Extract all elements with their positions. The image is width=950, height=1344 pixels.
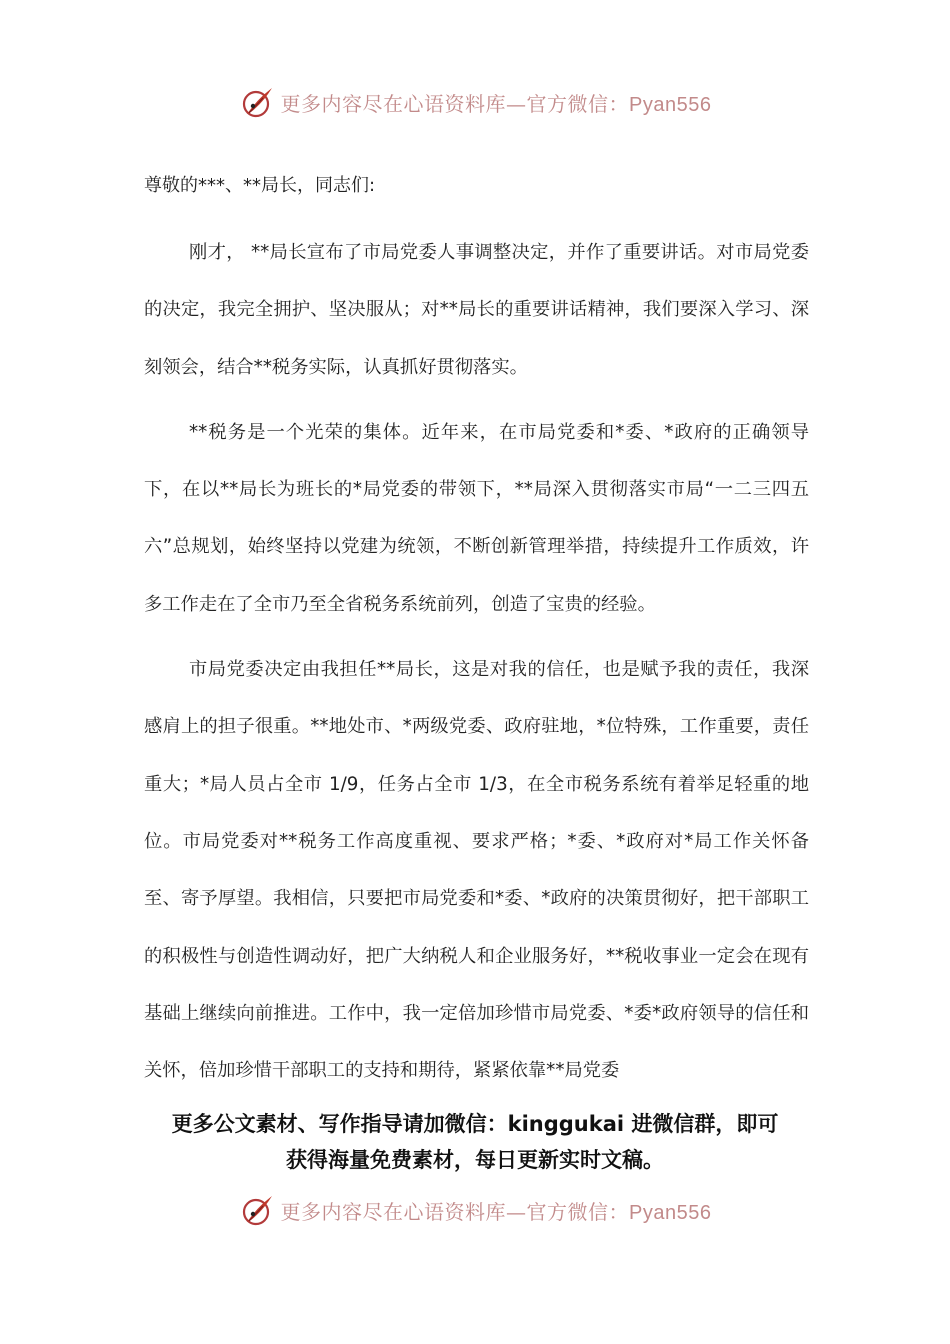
paragraph-2: **税务是一个光荣的集体。近年来，在市局党委和*委、*政府的正确领导下，在以**局长为班长的*局党委的带领下，**局深入贯彻落实市局“一二三四五六”总规划，始终坚持以党建为统领，不断创新管理举措，持续提升工作质效，许多工作走在了全市乃至全省税务系统前列，创造了宝贵的经验。 — [144, 421, 809, 615]
footer-notice-line-2: 获得海量免费素材，每日更新实时文稿。 — [286, 1148, 664, 1172]
footer-banner — [0, 1190, 950, 1230]
footer-notice — [100, 1106, 850, 1178]
paragraph-3: 市局党委决定由我担任**局长，这是对我的信任，也是赋予我的责任，我深感肩上的担子很重。**地处市、*两级党委、政府驻地，*位特殊，工作重要，责任重大；*局人员占全市 1/9，任务占全市 1/3，在全市税务系统有着举足轻重的地位。市局党委对**税务工作高度重视、要求严格；*委、*政府对*局工作关怀备至、寄予厚望。我相信，只要把市局党委和*委、*政府的决策贯彻好，把干部职工的积极性与创造性调动好，把广大纳税人和企业服务好，**税收事业一定会在现有基础上继续向前推进。工作中，我一定倍加珍惜市局党委、*委*政府领导的信任和关怀，倍加珍惜干部职工的支持和期待，紧紧依靠**局党委 — [144, 659, 809, 1082]
banner-wechat-id: Pyan556 — [629, 1201, 712, 1224]
banner-text-cn: 更多内容尽在心语资料库—官方微信： — [280, 91, 630, 116]
header-banner — [0, 82, 950, 122]
salutation: 尊敬的***、**局长，同志们: — [144, 175, 376, 196]
paragraph-1: 刚才， **局长宣布了市局党委人事调整决定，并作了重要讲话。对市局党委的决定，我完全拥护、坚决服从；对**局长的重要讲话精神，我们要深入学习、深刻领会，结合**税务实际，认真抓好贯彻落实。 — [144, 242, 809, 378]
footer-notice-line-1: 更多公文素材、写作指导请加微信：kinggukai 进微信群，即可 — [171, 1112, 779, 1136]
banner-text — [281, 88, 712, 117]
banner-text — [281, 1196, 712, 1225]
banner-wechat-id: Pyan556 — [629, 93, 712, 116]
banner-text-cn: 更多内容尽在心语资料库—官方微信： — [280, 1199, 630, 1224]
quill-logo-icon — [239, 1192, 275, 1228]
document-body — [144, 168, 809, 1107]
quill-logo-icon — [239, 84, 275, 120]
